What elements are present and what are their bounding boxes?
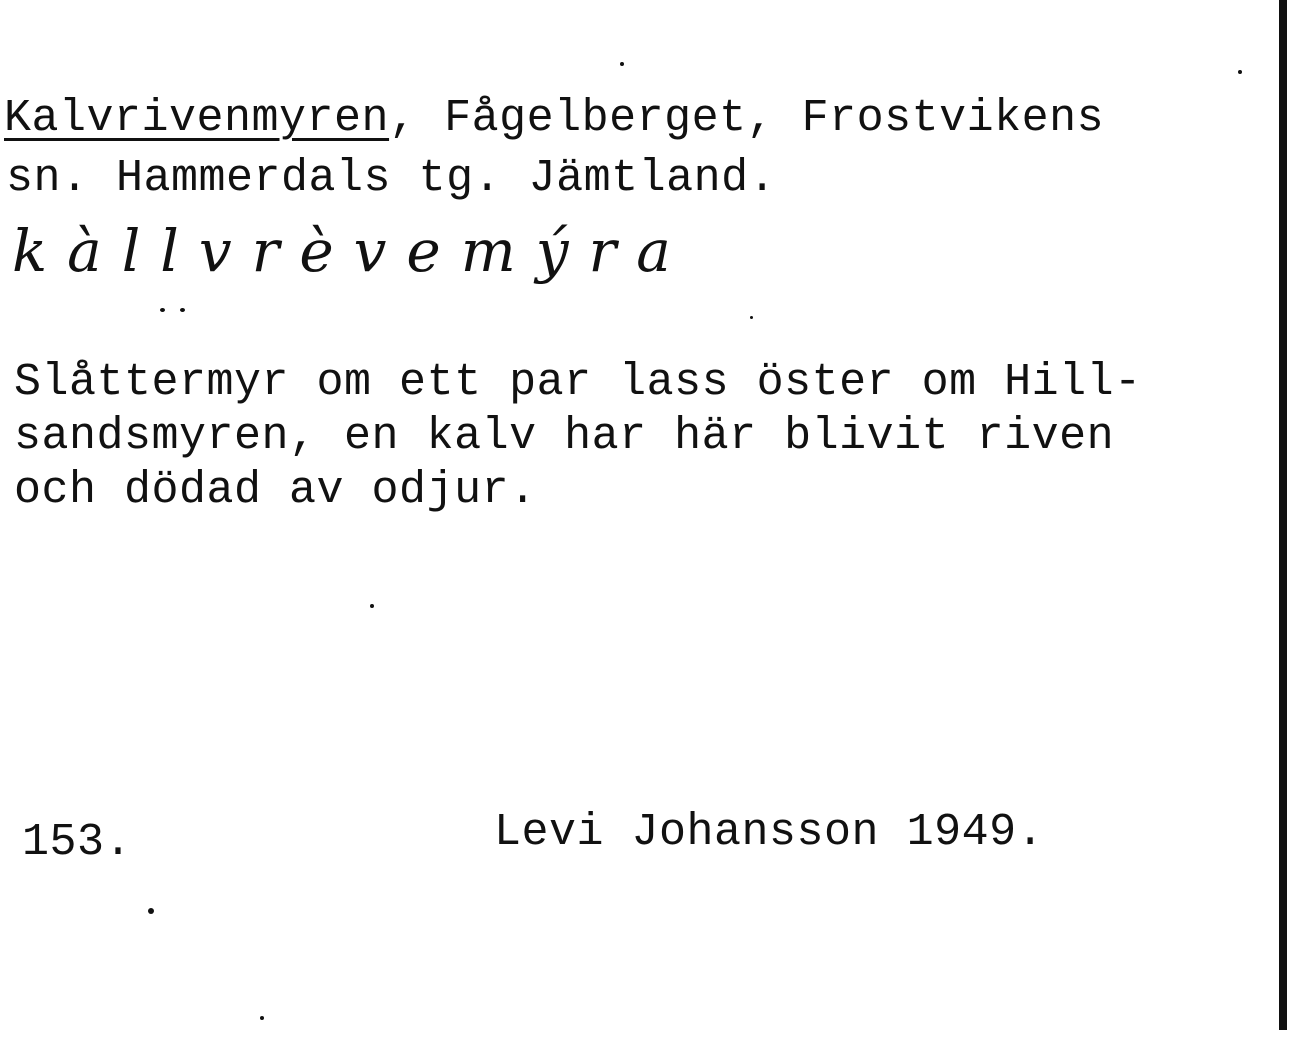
speck (750, 316, 753, 319)
speck (160, 308, 165, 312)
speck (370, 604, 374, 608)
speck (180, 308, 185, 312)
speck (620, 62, 624, 66)
headword: Kalvrivenmyren (4, 93, 390, 144)
header-line-1 (4, 93, 1105, 144)
handwritten-pronunciation: kàllvrèvemýra (12, 217, 691, 285)
speck (1238, 70, 1242, 74)
body-line-3: och dödad av odjur. (14, 465, 537, 516)
speck (260, 1016, 264, 1020)
header-location: , Fågelberget, Frostvikens (389, 93, 1105, 144)
header-line-2: sn. Hammerdals tg. Jämtland. (6, 153, 777, 204)
card-edge-line (1279, 0, 1287, 1030)
body-line-2: sandsmyren, en kalv har här blivit riven (14, 411, 1115, 462)
speck (148, 908, 154, 914)
card-number: 153. (22, 817, 133, 868)
body-line-1: Slåttermyr om ett par lass öster om Hill- (14, 357, 1142, 408)
collector-signature: Levi Johansson 1949. (494, 807, 1045, 858)
